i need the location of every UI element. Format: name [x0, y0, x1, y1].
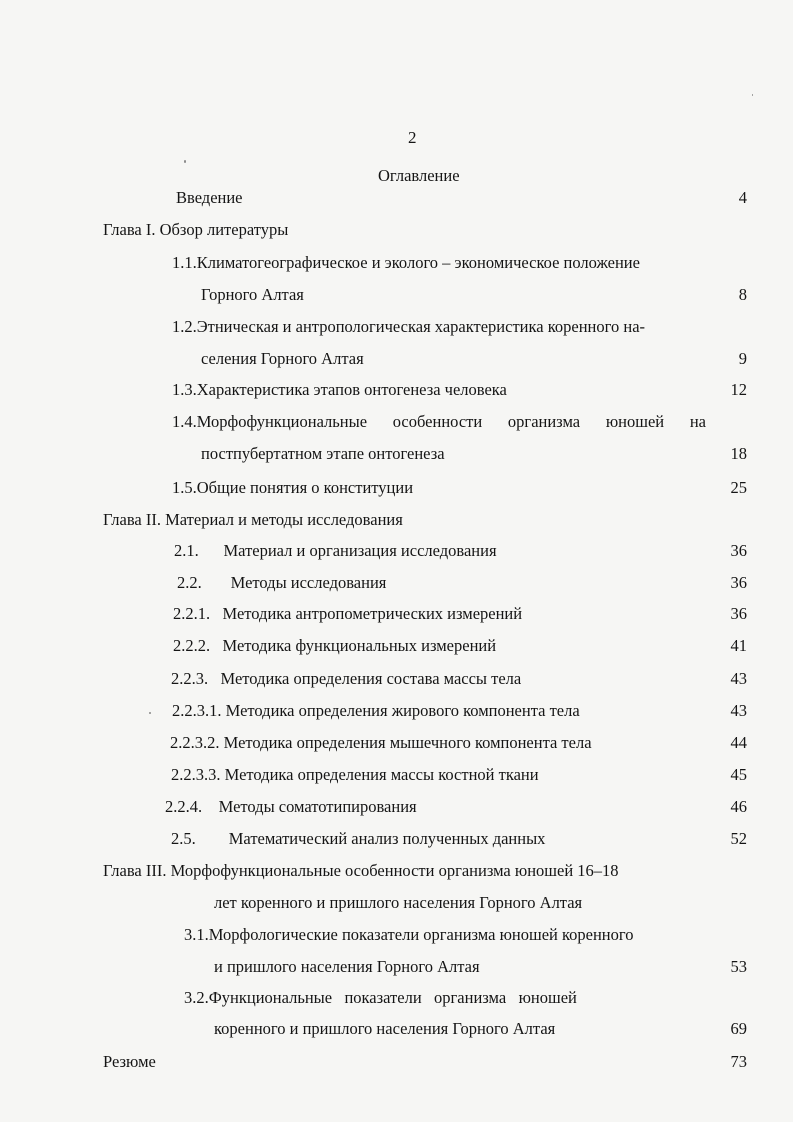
toc-entry-text: 2.1. Материал и организация исследования	[174, 541, 497, 560]
toc-entry-text: и пришлого населения Горного Алтая	[214, 957, 480, 976]
toc-entry-text: 2.2.4. Методы соматотипирования	[165, 797, 417, 816]
toc-entry-text: 2.5. Математический анализ полученных данных	[171, 829, 546, 848]
toc-entry-page: 36	[730, 573, 747, 592]
toc-entry-page: 45	[730, 765, 747, 784]
toc-entry-text: 1.5.Общие понятия о конституции	[172, 478, 414, 497]
toc-entry-text: коренного и пришлого населения Горного Алтая	[214, 1019, 556, 1038]
toc-entry-text: постпубертатном этапе онтогенеза	[201, 444, 445, 463]
toc-entry-text: селения Горного Алтая	[201, 349, 364, 368]
toc-entry-page: 12	[730, 380, 747, 399]
scan-speck	[149, 712, 151, 714]
toc-entry-page: 36	[730, 541, 747, 560]
toc-entry-text: Введение	[176, 188, 243, 207]
toc-entry-page: 53	[730, 957, 747, 976]
toc-entry-text: 1.2.Этническая и антропологическая характеристика коренного на-	[172, 317, 646, 336]
toc-entry-page: 43	[730, 669, 747, 688]
toc-entry-text: Горного Алтая	[201, 285, 304, 304]
toc-chapter-heading: Глава I. Обзор литературы	[103, 220, 289, 239]
toc-entry-page: 43	[730, 701, 747, 720]
toc-entry-page: 36	[730, 604, 747, 623]
toc-entry-text: 2.2.2. Методика функциональных измерений	[173, 636, 497, 655]
toc-chapter-heading: Глава II. Материал и методы исследования	[103, 510, 403, 529]
toc-entry-page: 46	[730, 797, 747, 816]
toc-entry-page: 18	[730, 444, 747, 463]
toc-title: Оглавление	[378, 166, 460, 185]
toc-entry-text: 2.2.3. Методика определения состава массы тела	[171, 669, 522, 688]
toc-entry-page: 69	[730, 1019, 747, 1038]
page-number: 2	[408, 128, 417, 147]
toc-entry-text: 2.2. Методы исследования	[177, 573, 387, 592]
toc-chapter-heading: лет коренного и пришлого населения Горного Алтая	[214, 893, 583, 912]
scan-speck	[184, 160, 186, 163]
toc-entry-page: 9	[738, 349, 747, 368]
toc-entry-text: 1.3.Характеристика этапов онтогенеза человека	[172, 380, 507, 399]
toc-entry-page: 44	[730, 733, 747, 752]
scan-speck	[752, 94, 753, 96]
toc-entry-page: 52	[730, 829, 747, 848]
toc-entry-text: 3.2.Функциональные показатели организма юношей	[184, 988, 577, 1007]
toc-entry-text: 2.2.1. Методика антропометрических измерений	[173, 604, 523, 623]
toc-entry-text: 2.2.3.1. Методика определения жирового компонента тела	[172, 701, 580, 720]
toc-entry-text: Резюме	[103, 1052, 156, 1071]
toc-entry-page: 25	[730, 478, 747, 497]
toc-chapter-heading: Глава III. Морфофункциональные особенности организма юношей 16–18	[103, 861, 619, 880]
toc-entry-page: 41	[730, 636, 747, 655]
toc-entry-text: 1.1.Климатогеографическое и эколого – экономическое положение	[172, 253, 640, 272]
toc-entry-text: 3.1.Морфологические показатели организма юношей коренного	[184, 925, 634, 944]
toc-entry-page: 4	[738, 188, 747, 207]
toc-entry-page: 73	[730, 1052, 747, 1071]
toc-entry-text: 1.4.Морфофункциональные особенности организма юношей на	[172, 412, 706, 431]
toc-entry-page: 8	[738, 285, 747, 304]
toc-entry-text: 2.2.3.2. Методика определения мышечного компонента тела	[170, 733, 592, 752]
toc-entry-text: 2.2.3.3. Методика определения массы костной ткани	[171, 765, 539, 784]
